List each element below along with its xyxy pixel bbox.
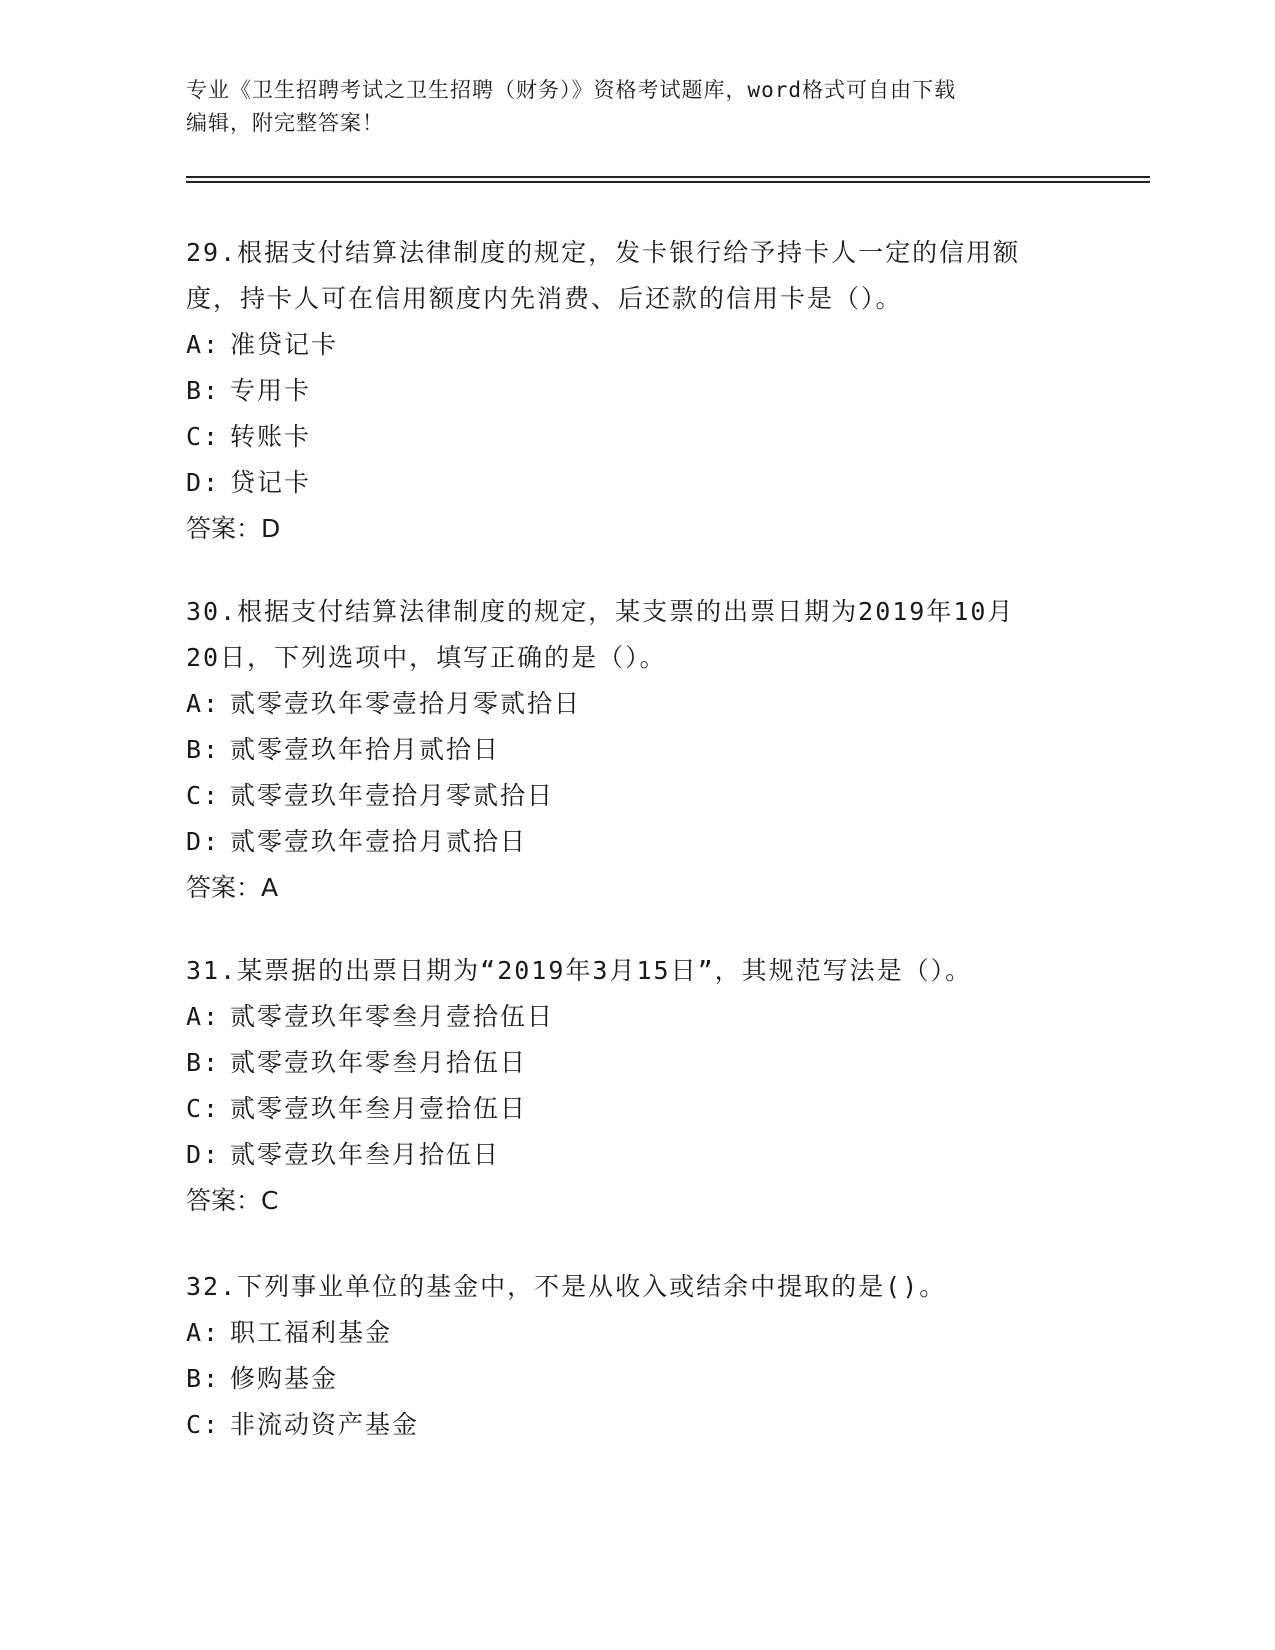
option-text: 贰零壹玖年零壹拾月零贰拾日 (230, 689, 582, 718)
header-divider-top (186, 176, 1150, 178)
option-text: 贰零壹玖年零叁月壹拾伍日 (230, 1002, 555, 1031)
question-stem-line: 29.根据支付结算法律制度的规定，发卡银行给予持卡人一定的信用额 (186, 238, 1021, 267)
option-b (186, 1040, 1106, 1086)
option-b (186, 368, 1106, 414)
option-text: 贰零壹玖年壹拾月贰拾日 (230, 827, 528, 856)
option-letter: A: (186, 330, 221, 359)
option-letter: B: (186, 376, 221, 405)
option-a (186, 681, 1106, 727)
option-letter: D: (186, 827, 221, 856)
option-text: 贰零壹玖年壹拾月零贰拾日 (230, 781, 555, 810)
option-letter: A: (186, 689, 221, 718)
option-letter: B: (186, 1364, 221, 1393)
option-letter: A: (186, 1002, 221, 1031)
option-text: 贰零壹玖年叁月壹拾伍日 (230, 1094, 528, 1123)
option-c (186, 773, 1106, 819)
option-a (186, 1310, 1106, 1356)
option-text: 修购基金 (230, 1364, 339, 1393)
option-letter: B: (186, 1048, 221, 1077)
header-divider-bottom (186, 181, 1150, 183)
option-d (186, 819, 1106, 865)
answer: 答案：C (186, 1186, 279, 1215)
option-text: 贰零壹玖年拾月贰拾日 (230, 735, 501, 764)
option-letter: D: (186, 468, 221, 497)
answer: 答案：D (186, 514, 281, 543)
option-letter: C: (186, 781, 221, 810)
option-a (186, 994, 1106, 1040)
option-letter: A: (186, 1318, 221, 1347)
option-text: 转账卡 (230, 422, 312, 451)
header-line-1: 专业《卫生招聘考试之卫生招聘（财务）》资格考试题库，word格式可自由下载 (186, 78, 957, 102)
question-stem-line: 32.下列事业单位的基金中，不是从收入或结余中提取的是()。 (186, 1272, 947, 1301)
option-letter: C: (186, 1410, 221, 1439)
option-c (186, 1086, 1106, 1132)
option-text: 准贷记卡 (230, 330, 339, 359)
option-b (186, 727, 1106, 773)
option-letter: B: (186, 735, 221, 764)
option-text: 贷记卡 (230, 468, 312, 497)
option-letter: C: (186, 422, 221, 451)
option-text: 贰零壹玖年零叁月拾伍日 (230, 1048, 528, 1077)
question-29 (186, 230, 1106, 552)
document-header (186, 74, 1086, 140)
question-stem-line: 20日，下列选项中，填写正确的是（）。 (186, 643, 667, 672)
option-letter: C: (186, 1094, 221, 1123)
option-text: 专用卡 (230, 376, 312, 405)
option-letter: D: (186, 1140, 221, 1169)
question-30 (186, 589, 1106, 911)
option-text: 贰零壹玖年叁月拾伍日 (230, 1140, 501, 1169)
option-d (186, 1132, 1106, 1178)
question-32 (186, 1264, 1106, 1448)
question-stem-line: 度，持卡人可在信用额度内先消费、后还款的信用卡是（）。 (186, 284, 903, 313)
option-d (186, 460, 1106, 506)
option-text: 职工福利基金 (230, 1318, 393, 1347)
option-c (186, 1402, 1106, 1448)
question-stem-line: 31.某票据的出票日期为“2019年3月15日”，其规范写法是（）。 (186, 956, 973, 985)
header-line-2: 编辑，附完整答案！ (186, 111, 384, 135)
question-31 (186, 948, 1106, 1224)
option-b (186, 1356, 1106, 1402)
answer: 答案：A (186, 873, 279, 902)
option-c (186, 414, 1106, 460)
option-text: 非流动资产基金 (230, 1410, 420, 1439)
question-stem-line: 30.根据支付结算法律制度的规定，某支票的出票日期为2019年10月 (186, 597, 1015, 626)
option-a (186, 322, 1106, 368)
